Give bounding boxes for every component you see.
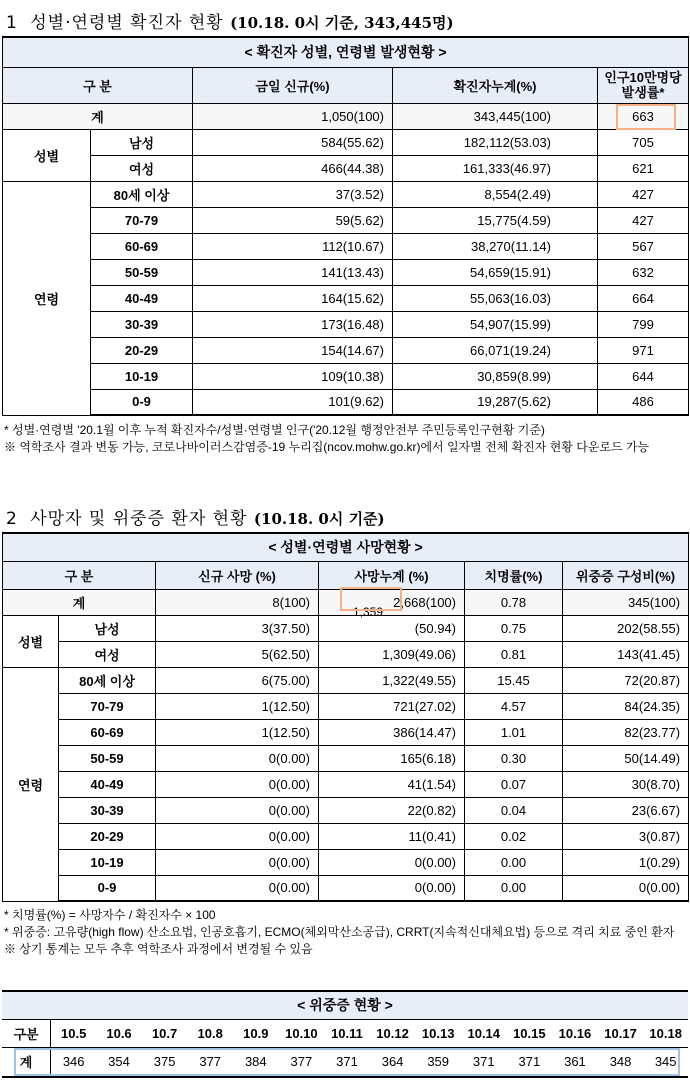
cell-critical: 3(0.87) (563, 823, 689, 849)
table2-caption: < 성별·연령별 사망현황 > (3, 533, 689, 561)
t3-date: 10.8 (187, 1019, 233, 1047)
t1-header-category: 구 분 (3, 67, 193, 103)
t2-header-category: 구 분 (3, 561, 156, 589)
table2-notes (4, 907, 688, 958)
cell-new: 154(14.67) (193, 337, 393, 363)
t1-total-label: 계 (3, 103, 193, 129)
table1-caption: < 확진자 성별, 연령별 발생현황 > (3, 37, 689, 67)
row-label: 50-59 (59, 745, 156, 771)
section1-title (6, 8, 454, 33)
cell-new: 109(10.38) (193, 363, 393, 389)
table-row (3, 337, 689, 363)
row-label: 20-29 (91, 337, 193, 363)
t2-total-critical: 345(100) (563, 589, 689, 615)
t3-value: 377 (187, 1047, 233, 1077)
t3-value: 345 (643, 1047, 688, 1077)
cell-critical: 72(20.87) (563, 667, 689, 693)
cell-new: 0(0.00) (156, 849, 319, 875)
cell-rate: 632 (598, 259, 689, 285)
section1-title-date: (10.18. 0시 기준, 343,445명) (230, 14, 454, 32)
row-label: 60-69 (59, 719, 156, 745)
cell-fatality: 0.81 (465, 641, 563, 667)
t3-value: 364 (370, 1047, 416, 1077)
t1-header-cum: 확진자누계(%) (393, 67, 598, 103)
row-label: 남성 (91, 129, 193, 155)
cell-cum: 1,322(49.55) (319, 667, 465, 693)
t3-date: 10.15 (507, 1019, 553, 1047)
t3-header-row (2, 1019, 688, 1047)
row-label: 10-19 (59, 849, 156, 875)
table-row (3, 641, 689, 667)
row-label: 80세 이상 (59, 667, 156, 693)
cell-cum: 54,907(15.99) (393, 311, 598, 337)
table-row (3, 181, 689, 207)
note-text: ※ 상기 통계는 모두 추후 역학조사 과정에서 변경될 수 있음 (4, 942, 313, 956)
t2-age-group: 연령 (3, 667, 59, 901)
note-text: ※ 역학조사 결과 변동 가능, 코로나바이러스감염증-19 누리집(ncov.mohw.go.kr)에서 일자별 전체 확진자 현황 다운로드 가능 (4, 440, 650, 454)
cell-cum: 22(0.82) (319, 797, 465, 823)
row-label: 50-59 (91, 259, 193, 285)
cell-cum: 8,554(2.49) (393, 181, 598, 207)
t3-row-label: 계 (2, 1047, 51, 1077)
cell-new: 1(12.50) (156, 719, 319, 745)
cell-critical: 50(14.49) (563, 745, 689, 771)
cell-cum: 66,071(19.24) (393, 337, 598, 363)
cell-new: 112(10.67) (193, 233, 393, 259)
cell-new: 37(3.52) (193, 181, 393, 207)
t1-total-cum: 343,445(100) (393, 103, 598, 129)
t1-sex-group: 성별 (3, 129, 91, 181)
row-label: 0-9 (91, 389, 193, 415)
table-row (3, 233, 689, 259)
note-text: * 치명률(%) = 사망자수 / 확진자수 × 100 (4, 908, 216, 922)
cell-new: 141(13.43) (193, 259, 393, 285)
t3-date: 10.11 (324, 1019, 370, 1047)
table-row (3, 285, 689, 311)
t3-date: 10.17 (598, 1019, 644, 1047)
t3-date: 10.18 (643, 1019, 688, 1047)
cell-fatality: 4.57 (465, 693, 563, 719)
cell-fatality: 15.45 (465, 667, 563, 693)
cell-fatality: 0.07 (465, 771, 563, 797)
cell-new: 5(62.50) (156, 641, 319, 667)
section1-number: 1 (6, 13, 18, 33)
t3-value: 348 (598, 1047, 644, 1077)
table-row (3, 693, 689, 719)
t3-date: 10.13 (415, 1019, 461, 1047)
t3-value: 371 (324, 1047, 370, 1077)
t3-value: 346 (51, 1047, 97, 1077)
cell-rate: 567 (598, 233, 689, 259)
table-row (3, 771, 689, 797)
section2-number: 2 (6, 509, 18, 529)
table-row (3, 311, 689, 337)
table-row (3, 259, 689, 285)
row-label: 여성 (91, 155, 193, 181)
cell-cum: 165(6.18) (319, 745, 465, 771)
cell-new: 0(0.00) (156, 771, 319, 797)
cell-cum: 0(0.00) (319, 875, 465, 901)
t3-value: 377 (279, 1047, 325, 1077)
cell-rate: 486 (598, 389, 689, 415)
t3-date: 10.9 (233, 1019, 279, 1047)
highlight-box (616, 104, 676, 130)
cell-fatality: 0.02 (465, 823, 563, 849)
row-label: 남성 (59, 615, 156, 641)
section2-title-text: 사망자 및 위중증 환자 현황 (30, 509, 248, 529)
section2-title (6, 504, 385, 529)
cell-new: 173(16.48) (193, 311, 393, 337)
cell-fatality: 0.00 (465, 849, 563, 875)
t3-header-label: 구분 (2, 1019, 51, 1047)
cell-rate: 427 (598, 207, 689, 233)
t3-value: 354 (96, 1047, 142, 1077)
cell-critical: 202(58.55) (563, 615, 689, 641)
row-label: 40-49 (59, 771, 156, 797)
t1-header-new: 금일 신규(%) (193, 67, 393, 103)
cell-fatality: 0.00 (465, 875, 563, 901)
confirmed-cases-table (2, 36, 689, 416)
t1-total-row (3, 103, 689, 129)
cell-cum: 19,287(5.62) (393, 389, 598, 415)
cell-cum: 161,333(46.97) (393, 155, 598, 181)
t3-value: 359 (415, 1047, 461, 1077)
table-row (3, 745, 689, 771)
table3-caption: < 위중증 현황 > (2, 991, 688, 1019)
cell-rate: 971 (598, 337, 689, 363)
row-label: 여성 (59, 641, 156, 667)
cell-new: 0(0.00) (156, 875, 319, 901)
cell-cum (319, 604, 465, 641)
cell-critical: 0(0.00) (563, 875, 689, 901)
note-text: * 위중증: 고유량(high flow) 산소요법, 인공호흡기, ECMO(체외막산소공급), CRRT(지속적신대체요법) 등으로 격리 치료 중인 환자 (4, 925, 675, 939)
t2-total-cum: 2,668(100) (319, 589, 465, 615)
cell-cum: 55,063(16.03) (393, 285, 598, 311)
section1-title-text: 성별·연령별 확진자 현황 (30, 13, 224, 33)
table-row (3, 875, 689, 901)
cell-new: 1(12.50) (156, 693, 319, 719)
row-label: 30-39 (59, 797, 156, 823)
cell-cum-overlap: 1,359 (353, 604, 384, 619)
t3-value: 371 (461, 1047, 507, 1077)
section2-title-date: (10.18. 0시 기준) (253, 510, 385, 528)
table-row (3, 129, 689, 155)
note-text: * 성별·연령별 '20.1월 이후 누적 확진자수/성별·연령별 인구('20.12월 행정안전부 주민등록인구현황 기준) (4, 423, 545, 437)
cell-cum: 11(0.41) (319, 823, 465, 849)
cell-fatality: 1.01 (465, 719, 563, 745)
cell-critical: 84(24.35) (563, 693, 689, 719)
cell-new: 0(0.00) (156, 823, 319, 849)
cell-new: 584(55.62) (193, 129, 393, 155)
cell-rate: 664 (598, 285, 689, 311)
table-row (3, 719, 689, 745)
row-label: 30-39 (91, 311, 193, 337)
cell-cum: 386(14.47) (319, 719, 465, 745)
cell-new: 0(0.00) (156, 797, 319, 823)
t3-value: 361 (552, 1047, 598, 1077)
t2-header-new: 신규 사망 (%) (156, 561, 319, 589)
cell-rate: 644 (598, 363, 689, 389)
table-row (3, 667, 689, 693)
t2-total-new: 8(100) (156, 589, 319, 615)
t1-total-new: 1,050(100) (193, 103, 393, 129)
t1-header-rate: 인구10만명당 발생률* (598, 67, 689, 103)
cell-cum: 41(1.54) (319, 771, 465, 797)
cell-cum: 15,775(4.59) (393, 207, 598, 233)
t3-date: 10.7 (142, 1019, 188, 1047)
cell-cum: 1,309(49.06) (319, 641, 465, 667)
table-row (3, 389, 689, 415)
cell-new: 59(5.62) (193, 207, 393, 233)
table-row (3, 849, 689, 875)
row-label: 80세 이상 (91, 181, 193, 207)
row-label: 40-49 (91, 285, 193, 311)
t2-total-fatality: 0.78 (465, 589, 563, 615)
row-label: 60-69 (91, 233, 193, 259)
t3-date: 10.10 (279, 1019, 325, 1047)
cell-cum: 54,659(15.91) (393, 259, 598, 285)
cell-rate: 705 (598, 129, 689, 155)
cell-new: 0(0.00) (156, 745, 319, 771)
cell-critical: 82(23.77) (563, 719, 689, 745)
row-label: 70-79 (59, 693, 156, 719)
cell-critical: 143(41.45) (563, 641, 689, 667)
t1-age-group: 연령 (3, 181, 91, 415)
row-label: 20-29 (59, 823, 156, 849)
cell-cum: 30,859(8.99) (393, 363, 598, 389)
table-row (3, 615, 689, 641)
table-row (3, 797, 689, 823)
cell-cum: 38,270(11.14) (393, 233, 598, 259)
cell-cum: 0(0.00) (319, 849, 465, 875)
table-row (3, 155, 689, 181)
t3-date: 10.5 (51, 1019, 97, 1047)
cell-rate: 621 (598, 155, 689, 181)
cell-rate: 799 (598, 311, 689, 337)
row-label: 0-9 (59, 875, 156, 901)
t3-value: 371 (507, 1047, 553, 1077)
t2-total-label: 계 (3, 589, 156, 615)
table-row (3, 363, 689, 389)
row-label: 10-19 (91, 363, 193, 389)
table-row (3, 823, 689, 849)
cell-critical: 1(0.29) (563, 849, 689, 875)
cell-cum-value: (50.94) (414, 620, 456, 636)
t2-sex-group: 성별 (3, 615, 59, 667)
t3-date: 10.12 (370, 1019, 416, 1047)
highlight-box (340, 587, 402, 611)
cell-critical: 23(6.67) (563, 797, 689, 823)
cell-new: 3(37.50) (156, 615, 319, 641)
row-label: 70-79 (91, 207, 193, 233)
highlight-row-box (14, 1048, 680, 1076)
cell-fatality: 0.04 (465, 797, 563, 823)
t1-total-rate: 663 (598, 103, 689, 129)
cell-new: 164(15.62) (193, 285, 393, 311)
cell-critical: 30(8.70) (563, 771, 689, 797)
cell-new: 6(75.00) (156, 667, 319, 693)
t2-header-critical: 위중증 구성비(%) (563, 561, 689, 589)
cell-new: 101(9.62) (193, 389, 393, 415)
t2-header-fatality: 치명률(%) (465, 561, 563, 589)
t3-value: 384 (233, 1047, 279, 1077)
t3-date: 10.6 (96, 1019, 142, 1047)
table-row (3, 207, 689, 233)
table1-notes (4, 422, 688, 456)
cell-cum: 182,112(53.03) (393, 129, 598, 155)
cell-cum: 721(27.02) (319, 693, 465, 719)
t3-value: 375 (142, 1047, 188, 1077)
cell-fatality: 0.30 (465, 745, 563, 771)
t3-date: 10.16 (552, 1019, 598, 1047)
t2-header-cum: 사망누계 (%) (319, 561, 465, 589)
cell-rate: 427 (598, 181, 689, 207)
t3-date: 10.14 (461, 1019, 507, 1047)
cell-new: 466(44.38) (193, 155, 393, 181)
cell-fatality: 0.75 (465, 615, 563, 641)
